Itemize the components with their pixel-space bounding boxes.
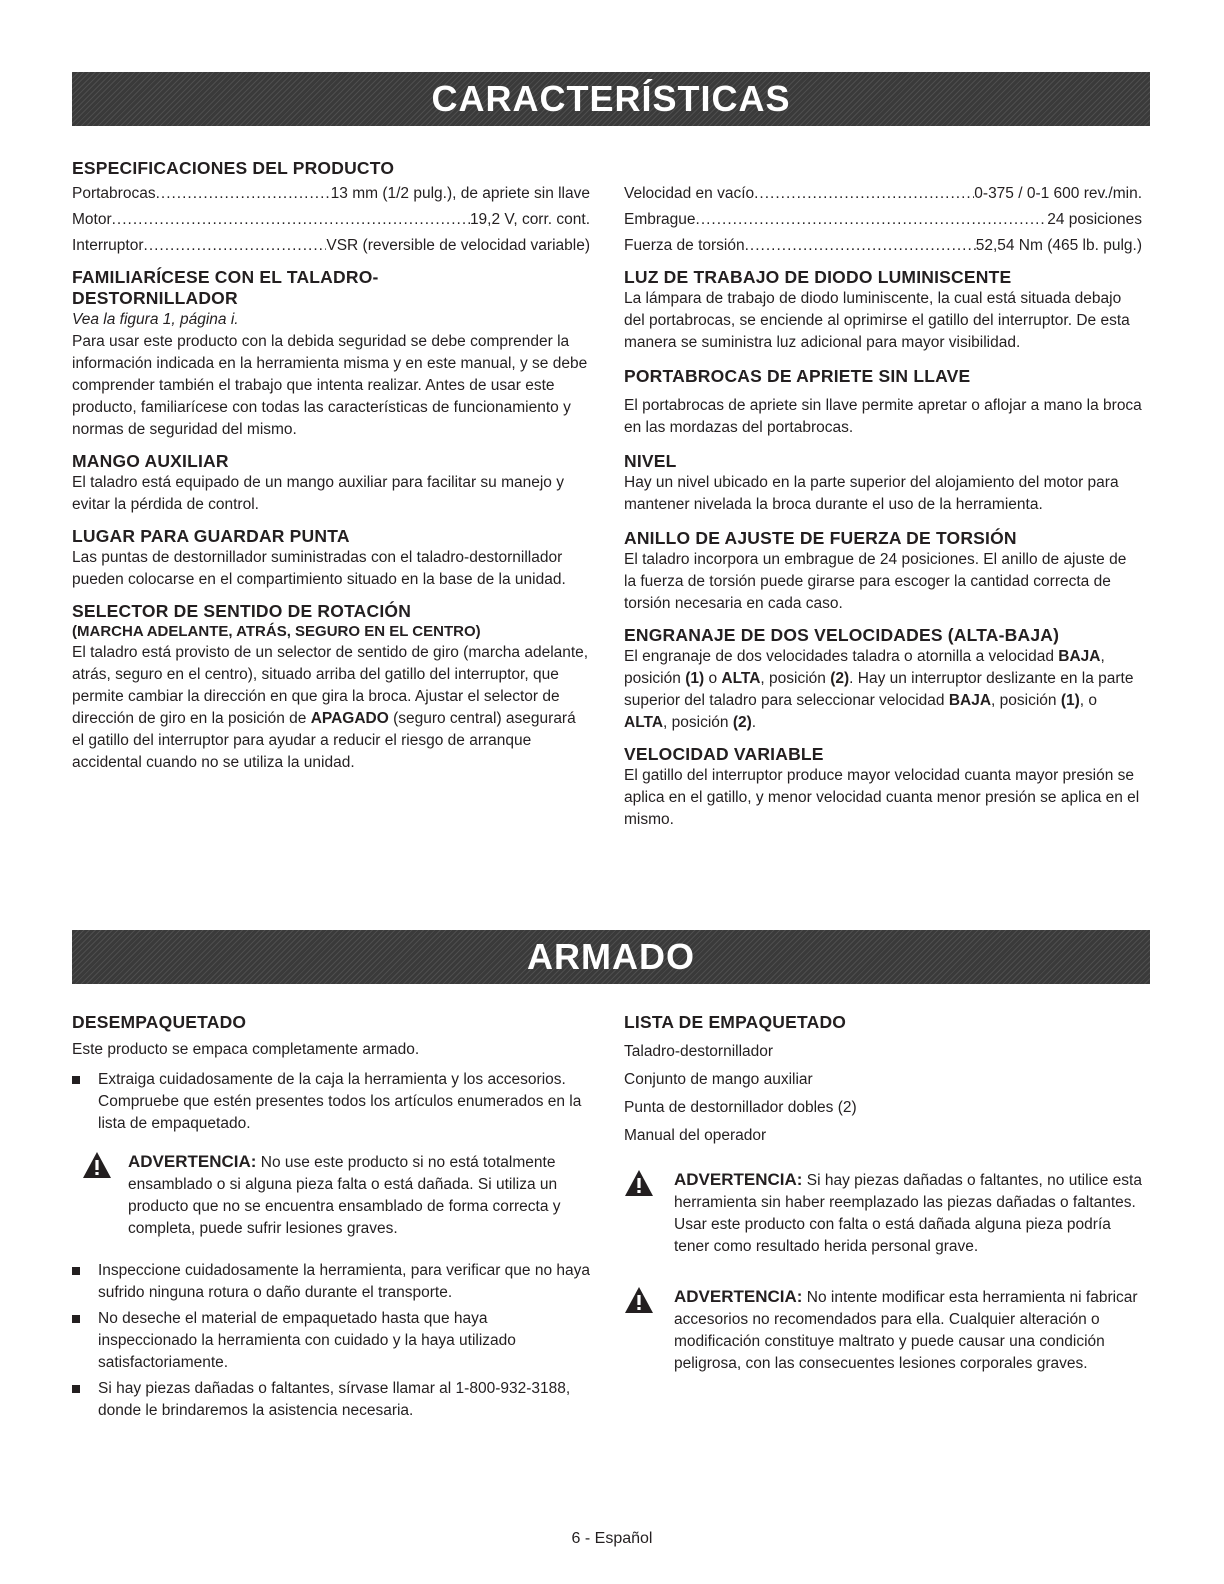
- specs-heading: ESPECIFICACIONES DEL PRODUCTO: [72, 158, 395, 178]
- portabrocas-body: El portabrocas de apriete sin llave permite apretar o aflojar a mano la broca en las mordazas del portabrocas.: [624, 397, 1142, 436]
- bullet-square-icon: [72, 1076, 80, 1084]
- warning-triangle-icon: [624, 1286, 654, 1314]
- familiar-body: Para usar este producto con la debida seguridad se debe comprender la información indicada en la herramienta misma y en este manual, y se debe comprender también el trabajo que intenta realizar. Antes de usar este producto, familiarícese con todas las características de funcionamiento y normas de seguridad del mismo.: [72, 333, 588, 438]
- bullet-square-icon: [72, 1315, 80, 1323]
- desempaquetado-column: [72, 1012, 590, 1422]
- list-item: Taladro-destornillador: [624, 1043, 774, 1060]
- list-item: No deseche el material de empaquetado hasta que haya inspeccionado la herramienta con cuidado y la haya utilizado satisfactoriamente.: [72, 1308, 590, 1374]
- selector-body: El taladro está provisto de un selector de sentido de giro (marcha adelante, atrás, seguro en el centro), situado arriba del gatillo del interruptor, que permite cambiar la dirección en que gira la broca. Ajustar el selector de dirección de giro en la posición de APAGADO (seguro central) asegurará el gatillo del interruptor para ayudar a reducir el riesgo de arranque accidental cuando no se utiliza la unidad.: [72, 644, 589, 771]
- nivel-body: Hay un nivel ubicado en la parte superior del alojamiento del motor para mantener nivelada la broca durante el uso de la herramienta.: [624, 474, 1119, 513]
- engranaje-body: El engranaje de dos velocidades taladra o atornilla a velocidad BAJA, posición (1) o ALTA, posición (2). Hay un interruptor deslizante en la parte superior del taladro para seleccionar velocidad BAJA, posición (1), o ALTA, posición (2).: [624, 648, 1134, 731]
- spec-row: Interruptor ..... VSR (reversible de velocidad variable): [72, 235, 590, 257]
- list-item: Extraiga cuidadosamente de la caja la herramienta y los accesorios. Compruebe que estén presentes todos los artículos enumerados en la lista de empaquetado.: [72, 1069, 590, 1135]
- lugar-heading: LUGAR PARA GUARDAR PUNTA: [72, 526, 350, 546]
- anillo-heading: ANILLO DE AJUSTE DE FUERZA DE TORSIÓN: [624, 528, 1017, 548]
- left-column: [72, 158, 590, 774]
- banner-armado: ARMADO: [72, 930, 1150, 984]
- figure-reference: Vea la figura 1, página i.: [72, 311, 239, 328]
- warning-triangle-icon: [82, 1151, 112, 1179]
- selector-subheading: (MARCHA ADELANTE, ATRÁS, SEGURO EN EL CENTRO): [72, 623, 481, 640]
- warning-block: ADVERTENCIA: Si hay piezas dañadas o faltantes, no utilice esta herramienta sin haber reemplazado las piezas dañadas o faltantes. Usar este producto con falta o está dañada alguna pieza podría tener como resultado herida personal grave.: [624, 1169, 1142, 1258]
- list-item: Manual del operador: [624, 1127, 767, 1144]
- list-item: Si hay piezas dañadas o faltantes, sírvase llamar al 1-800-932-3188, donde le brindaremos la asistencia necesaria.: [72, 1378, 590, 1422]
- warning-block: ADVERTENCIA: No use este producto si no está totalmente ensamblado o si alguna pieza falta o está dañada. Si utiliza un producto que no se encuentra ensamblado de forma correcta y completa, puede sufrir lesiones graves.: [82, 1151, 590, 1240]
- selector-heading: SELECTOR DE SENTIDO DE ROTACIÓN: [72, 601, 412, 621]
- variable-heading: VELOCIDAD VARIABLE: [624, 744, 824, 764]
- luz-heading: LUZ DE TRABAJO DE DIODO LUMINISCENTE: [624, 267, 1012, 287]
- engranaje-heading: ENGRANAJE DE DOS VELOCIDADES (ALTA-BAJA): [624, 625, 1060, 645]
- page-footer: 6 - Español: [571, 1530, 653, 1547]
- mango-heading: MANGO AUXILIAR: [72, 451, 229, 471]
- list-item: Inspeccione cuidadosamente la herramienta, para verificar que no haya sufrido ninguna rotura o daño durante el transporte.: [72, 1260, 590, 1304]
- list-item: Conjunto de mango auxiliar: [624, 1071, 813, 1088]
- right-column: [624, 158, 1142, 831]
- bullet-square-icon: [72, 1267, 80, 1275]
- lista-heading: LISTA DE EMPAQUETADO: [624, 1012, 847, 1032]
- bullet-square-icon: [72, 1385, 80, 1393]
- spec-row: Portabrocas ..... 13 mm (1/2 pulg.), de apriete sin llave: [72, 183, 590, 205]
- spec-row: Velocidad en vacío ..... 0-375 / 0-1 600 rev./min.: [624, 183, 1142, 205]
- luz-body: La lámpara de trabajo de diodo luminiscente, la cual está situada debajo del portabrocas, se enciende al oprimirse el gatillo del interruptor. De esta manera se suministra luz adicional para mayor visibilidad.: [624, 290, 1130, 351]
- desemp-heading: DESEMPAQUETADO: [72, 1012, 247, 1032]
- warning-block: ADVERTENCIA: No intente modificar esta herramienta ni fabricar accesorios no recomendados para ella. Cualquier alteración o modificación constituye maltrato y puede causar una condición peligrosa, con las consecuentes lesiones corporales graves.: [624, 1286, 1142, 1375]
- desemp-intro: Este producto se empaca completamente armado.: [72, 1041, 420, 1058]
- lugar-body: Las puntas de destornillador suministradas con el taladro-destornillador pueden colocarse en el compartimiento situado en la base de la unidad.: [72, 549, 566, 588]
- variable-body: El gatillo del interruptor produce mayor velocidad cuanta mayor presión se aplica en el gatillo, y menor velocidad cuanta menor presión se aplica en el mismo.: [624, 767, 1140, 828]
- nivel-heading: NIVEL: [624, 451, 677, 471]
- warning-triangle-icon: [624, 1169, 654, 1197]
- mango-body: El taladro está equipado de un mango auxiliar para facilitar su manejo y evitar la pérdida de control.: [72, 474, 564, 513]
- spec-row: Fuerza de torsión ..... 52,54 Nm (465 lb. pulg.): [624, 235, 1142, 257]
- familiar-heading: FAMILIARÍCESE CON EL TALADRO- DESTORNILLADOR: [72, 267, 379, 308]
- portabrocas-heading: PORTABROCAS DE APRIETE SIN LLAVE: [624, 366, 971, 386]
- spec-row: Embrague ..... 24 posiciones: [624, 209, 1142, 231]
- spec-row: Motor ..... 19,2 V, corr. cont.: [72, 209, 590, 231]
- lista-column: [624, 1012, 1142, 1375]
- banner-caracteristicas: CARACTERÍSTICAS: [72, 72, 1150, 126]
- list-item: Punta de destornillador dobles (2): [624, 1099, 857, 1116]
- anillo-body: El taladro incorpora un embrague de 24 posiciones. El anillo de ajuste de la fuerza de torsión puede girarse para escoger la cantidad correcta de torsión necesaria en cada caso.: [624, 551, 1127, 612]
